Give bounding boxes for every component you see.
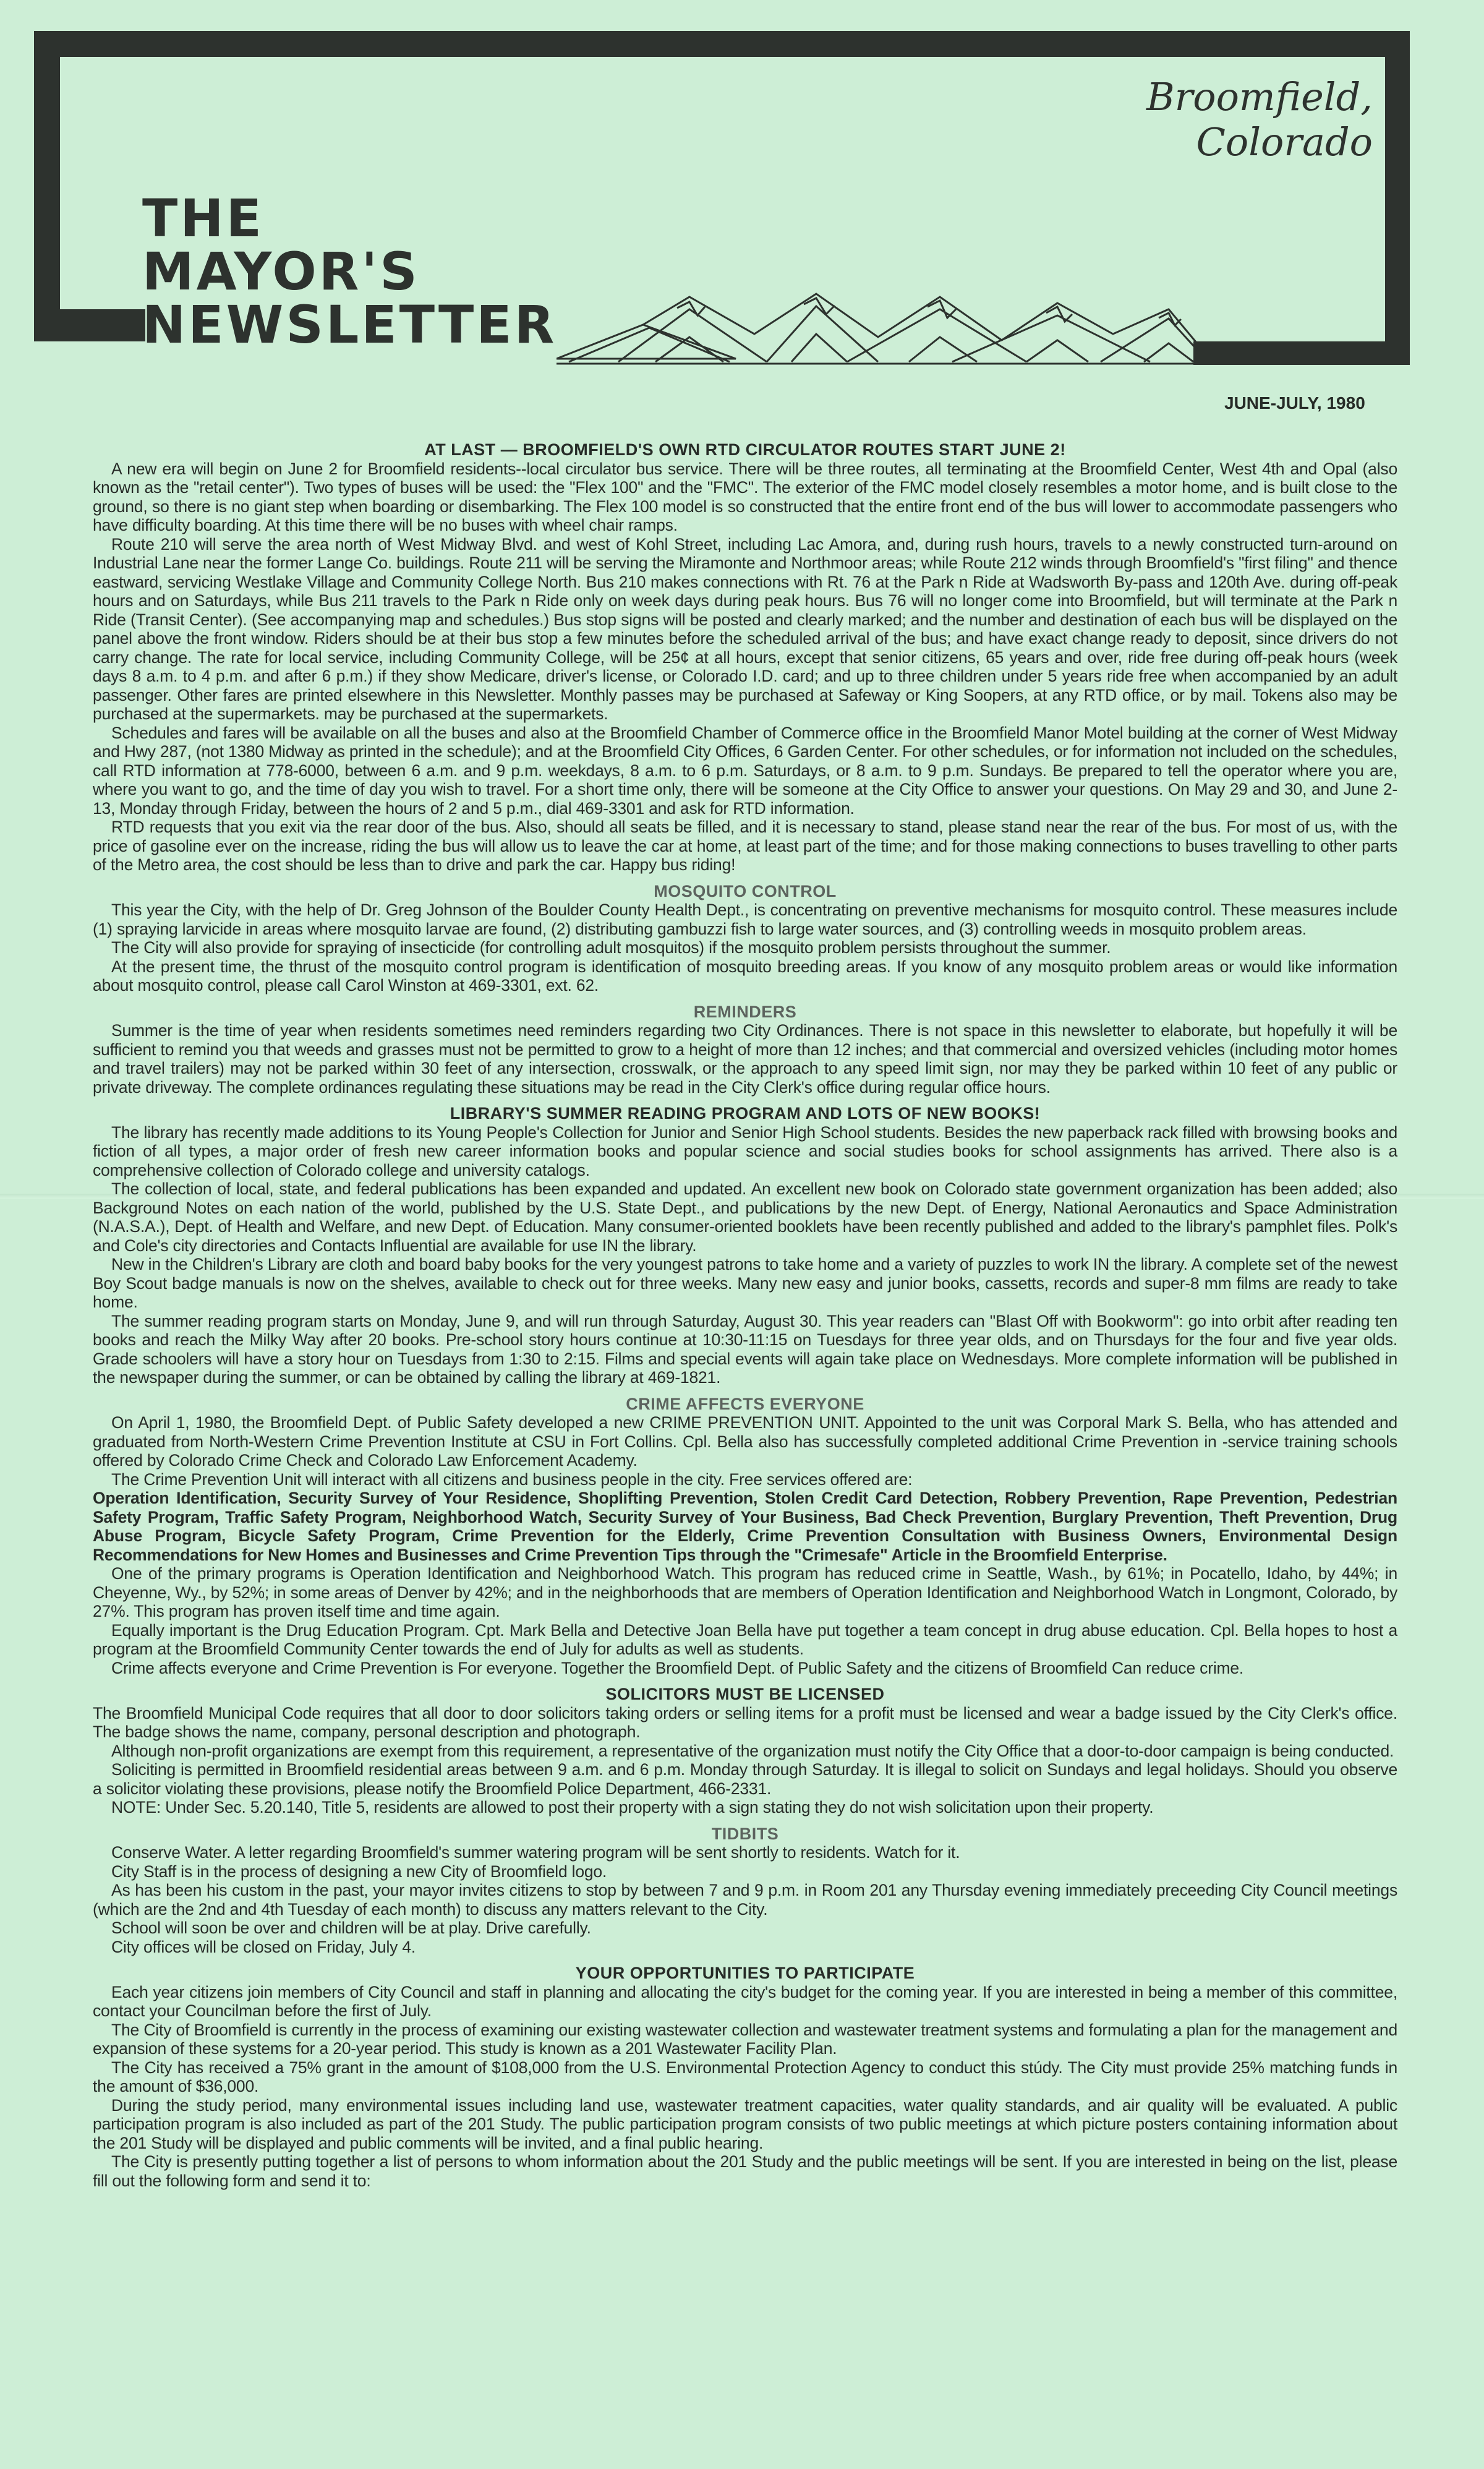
reminders-paragraph-1: Summer is the time of year when residents sometimes need reminders regarding two City Ordinances. There is not space in this newsletter to elaborate, but hopefully it will be sufficient to remind you that weeds and grasses must not be permitted to grow to a height of more than 12 inches; and that commercial and oversized vehicles (including motor homes and travel trailers) may not be parked within 30 feet of any intersection, crosswalk, or the approach to any speed limit sign, nor may they be parked within 10 feet of any public or private driveway. The complete ordinances regulating these situations may be read in the City Clerk's office during regular office hours. bbox=[93, 1021, 1397, 1097]
mountain-range-icon bbox=[556, 291, 1200, 371]
tidbits-heading: TIDBITS bbox=[711, 1824, 779, 1843]
library-paragraph-3: New in the Children's Library are cloth and board baby books for the very youngest patrons to take home and a variety of puzzles to work IN the library. A complete set of the newest Boy Scout badge manuals is now on the shelves, available to check out for three weeks. Many new easy and junior books, cassetts, records and super-8 mm films are ready to take home. bbox=[93, 1255, 1397, 1311]
newsletter-body bbox=[93, 433, 1397, 2190]
mosquito-heading: MOSQUITO CONTROL bbox=[654, 881, 837, 901]
crime-paragraph-6: Crime affects everyone and Crime Prevention is For everyone. Together the Broomfield Dept. of Public Safety and the citizens of Broomfield Can reduce crime. bbox=[111, 1658, 1244, 1677]
library-heading: LIBRARY'S SUMMER READING PROGRAM AND LOTS OF NEW BOOKS! bbox=[450, 1104, 1041, 1123]
crime-paragraph-1: On April 1, 1980, the Broomfield Dept. of Public Safety developed a new CRIME PREVENTION UNIT. Appointed to the unit was Corporal Mark S. Bella, who has attended and graduated from North-Western Crime Prevention Institute at CSU in Fort Collins. Cpl. Bella also has successfully completed additional Crime Prevention in -service training schools offered by Colorado Crime Check and Colorado Law Enforcement Academy. bbox=[93, 1413, 1397, 1470]
masthead-frame-left bbox=[34, 31, 60, 328]
title-line-3: NEWSLETTER bbox=[142, 294, 557, 355]
title-line-1: THE bbox=[142, 188, 264, 249]
rtd-paragraph-4: RTD requests that you exit via the rear door of the bus. Also, should all seats be filled, and it is necessary to stand, please stand near the rear of the bus. For most of us, with the price of gasoline ever on the increase, riding the bus will allow us to leave the car at home, at least part of the time; and for those making connections to buses travelling to other parts of the Metro area, the cost should be less than to drive and park the car. Happy bus riding! bbox=[93, 818, 1397, 874]
solicitors-paragraph-4: NOTE: Under Sec. 5.20.140, Title 5, residents are allowed to post their property with a sign stating they do not wish solicitation upon their property. bbox=[111, 1798, 1154, 1816]
mosquito-paragraph-1: This year the City, with the help of Dr. Greg Johnson of the Boulder County Health Dept., is concentrating on preventive mechanisms for mosquito control. These measures include (1) spraying larvicide in areas where mosquito larvae are found, (2) distributing gambuzzi fish to large water sources, and (3) controlling weeds in mosquito problem areas. bbox=[93, 901, 1397, 938]
rtd-paragraph-2: Route 210 will serve the area north of West Midway Blvd. and west of Kohl Street, including Lac Amora, and, during rush hours, travels to a newly constructed turn-around on Industrial Lane near the former Lange Co. buildings. Route 211 will be serving the Miramonte and Northmoor areas; while Route 212 winds through Broomfield's "first filing" and thence eastward, servicing Westlake Village and Community College North. Bus 210 makes connections with Rt. 76 at the Park n Ride at Wadsworth By-pass and 120th Ave. during off-peak hours and on Saturdays, while Bus 211 travels to the Park n Ride only on week days during peak hours. Bus 76 will no longer come into Broomfield, but will terminate at the Park n Ride (Transit Center). (See accompanying map and schedules.) Bus stop signs will be posted and clearly marked; and the number and destination of each bus will be displayed on the panel above the front window. Riders should be at their bus stop a few minutes before the scheduled arrival of the bus; and have exact change ready to deposit, since drivers do not carry change. The rate for local service, including Community College, will be 25¢ at all hours, except that senior citizens, 65 years and over, ride free during off-peak hours (week days 8 a.m. to 4 p.m. and after 6 p.m.) if they show Medicare, driver's license, or Colorado I.D. card; and up to three children under 5 years ride free when accompanied by an adult passenger. Other fares are printed elsewhere in this Newsletter. Monthly passes may be purchased at Safeway or King Soopers, at any RTD office, or by mail. Tokens also may be purchased at the supermarkets. may be purchased at the supermarkets. bbox=[93, 534, 1397, 723]
newsletter-title bbox=[142, 188, 557, 355]
solicitors-paragraph-3: Soliciting is permitted in Broomfield residential areas between 9 a.m. and 6 p.m. Monday through Saturday. It is illegal to solicit on Sundays and legal holidays. Should you observe a solicitor violating these provisions, please notify the Broomfield Police Department, 466-2331. bbox=[93, 1760, 1397, 1798]
participate-paragraph-4: During the study period, many environmental issues including land use, wastewater treatment capacities, water quality standards, and air quality will be evaluated. A public participation program is also included as part of the 201 Study. The public participation program consists of two public meetings at which picture posters containing information about the 201 Study will be displayed and public comments will be invited, and a final public hearing. bbox=[93, 2095, 1397, 2152]
rtd-paragraph-1: A new era will begin on June 2 for Broomfield residents--local circulator bus service. There will be three routes, all terminating at the Broomfield Center, West 4th and Opal (also known as the "retail center"). Two types of buses will be used: the "Flex 100" and the "FMC". The exterior of the FMC model closely resembles a motor home, and is built close to the ground, so there is no giant step when boarding or disembarking. The Flex 100 model is so constructed that the entire front end of the bus will lower to accommodate passengers who have difficulty boarding. At this time there will be no buses with wheel chair ramps. bbox=[93, 459, 1397, 534]
issue-date: JUNE-JULY, 1980 bbox=[1224, 393, 1365, 413]
tidbits-paragraph-3: As has been his custom in the past, your mayor invites citizens to stop by between 7 and 9 p.m. in Room 201 any Thursday evening immediately preceeding City Council meetings (which are the 2nd and 4th Tuesday of each month) to discuss any matters relevant to the City. bbox=[93, 1881, 1397, 1919]
crime-paragraph-5: Equally important is the Drug Education Program. Cpt. Mark Bella and Detective Joan Bella have put together a team concept in drug abuse education. Cpl. Bella hopes to host a program at the Broomfield Community Center towards the end of July for adults as well as students. bbox=[93, 1620, 1397, 1658]
participate-paragraph-5: The City is presently putting together a list of persons to whom information about the 201 Study and the public meetings will be sent. If you are interested in being on the list, please fill out the following form and send it to: bbox=[93, 2152, 1397, 2190]
crime-paragraph-2: The Crime Prevention Unit will interact with all citizens and business people in the city. Free services offered are: bbox=[111, 1470, 913, 1489]
library-paragraph-4: The summer reading program starts on Monday, June 9, and will run through Saturday, August 30. This year readers can "Blast Off with Bookworm": go into orbit after reading ten books and reach the Milky Way after 20 books. Pre-school story hours continue at 10:30-11:15 on Tuesdays for three year olds, and on Thursdays for the four and five year olds. Grade schoolers will have a story hour on Tuesdays from 1:30 to 2:15. Films and special events will again take place on Wednesdays. More complete information will be published in the newspaper during the summer, or can be obtained by calling the library at 469-1821. bbox=[93, 1311, 1397, 1387]
participate-heading: YOUR OPPORTUNITIES TO PARTICIPATE bbox=[575, 1964, 915, 1982]
tidbits-paragraph-5: City offices will be closed on Friday, July 4. bbox=[111, 1937, 416, 1956]
tidbits-paragraph-1: Conserve Water. A letter regarding Broomfield's summer watering program will be sent shortly to residents. Watch for it. bbox=[111, 1843, 960, 1862]
reminders-heading: REMINDERS bbox=[693, 1002, 797, 1021]
crime-paragraph-4: One of the primary programs is Operation Identification and Neighborhood Watch. This program has reduced crime in Seattle, Wash., by 61%; in Pocatello, Idaho, by 44%; in Cheyenne, Wy., by 52%; in some areas of Denver by 42%; and in the neighborhoods that are members of Operation Identification and Neighborhood Watch in Longmont, Colorado, by 27%. This program has proven itself time and time again. bbox=[93, 1564, 1397, 1620]
participate-paragraph-3: The City has received a 75% grant in the amount of $108,000 from the U.S. Environmental Protection Agency to conduct this stúdy. The City must provide 25% matching funds in the amount of $36,000. bbox=[93, 2058, 1397, 2095]
solicitors-paragraph-1: The Broomfield Municipal Code requires that all door to door solicitors taking orders or selling items for a profit must be licensed and wear a badge issued by the City Clerk's office. The badge shows the name, company, personal description and photograph. bbox=[93, 1703, 1397, 1741]
title-line-2: MAYOR'S bbox=[142, 241, 420, 302]
crime-services-list: Operation Identification, Security Survey of Your Residence, Shoplifting Prevention, Stolen Credit Card Detection, Robbery Prevention, Rape Prevention, Pedestrian Safety Program, Traffic Safety Program, Neighborhood Watch, Security Survey of Your Business, Bad Check Prevention, Burglary Prevention, Theft Prevention, Drug Abuse Program, Bicycle Safety Program, Crime Prevention for the Elderly, Crime Prevention Consultation with Business Owners, Environmental Design Recommendations for New Homes and Businesses and Crime Prevention Tips through the "Crimesafe" Article in the Broomfield Enterprise. bbox=[93, 1489, 1397, 1564]
library-paragraph-2: The collection of local, state, and federal publications has been expanded and updated. An excellent new book on Colorado state government organization has been added; also Background Notes on each nation of the world, published by the U.S. State Dept., and publications by the new Dept. of Energy, National Aeronautics and Space Administration (N.A.S.A.), Dept. of Health and Welfare, and new Dept. of Education. Many consumer-oriented booklets have been recently published and added to the library's pamphlet files. Polk's and Cole's city directories and Contacts Influential are available for use IN the library. bbox=[93, 1179, 1397, 1255]
mosquito-paragraph-3: At the present time, the thrust of the mosquito control program is identification of mosquito breeding areas. If you know of any mosquito problem areas or would like information about mosquito control, please call Carol Winston at 469-3301, ext. 62. bbox=[93, 957, 1397, 995]
participate-paragraph-1: Each year citizens join members of City Council and staff in planning and allocating the city's budget for the coming year. If you are interested in being a member of this committee, contact your Councilman before the first of July. bbox=[93, 1982, 1397, 2020]
city-name: Broomfield, Colorado bbox=[1146, 74, 1373, 165]
tidbits-paragraph-2: City Staff is in the process of designing a new City of Broomfield logo. bbox=[111, 1862, 607, 1881]
masthead-frame-bottom bbox=[1193, 341, 1410, 365]
rtd-paragraph-3: Schedules and fares will be available on all the buses and also at the Broomfield Chamber of Commerce office in the Broomfield Manor Motel building at the corner of West Midway and Hwy 287, (not 1380 Midway as printed in the schedule); and at the Broomfield City Offices, 6 Garden Center. For other schedules, or for information not included on the schedules, call RTD information at 778-6000, between 6 a.m. and 9 p.m. weekdays, 8 a.m. to 6 p.m. Saturdays, or 8 a.m. to 9 p.m. Sundays. Be prepared to tell the operator where you are, where you want to go, and the time of day you wish to travel. For a short time only, there will be someone at the City Office to answer your questions. On May 29 and 30, and June 2-13, Monday through Friday, between the hours of 2 and 5 p.m., dial 469-3301 and ask for RTD information. bbox=[93, 723, 1397, 818]
tidbits-paragraph-4: School will soon be over and children will be at play. Drive carefully. bbox=[111, 1919, 591, 1937]
masthead-frame-right bbox=[1385, 31, 1410, 365]
rtd-heading: AT LAST — BROOMFIELD'S OWN RTD CIRCULATOR ROUTES START JUNE 2! bbox=[424, 440, 1066, 459]
masthead-frame-top bbox=[34, 31, 1410, 57]
solicitors-paragraph-2: Although non-profit organizations are exempt from this requirement, a representative of the organization must notify the City Office that a door-to-door campaign is being conducted. bbox=[111, 1741, 1394, 1760]
solicitors-heading: SOLICITORS MUST BE LICENSED bbox=[605, 1685, 885, 1703]
participate-paragraph-2: The City of Broomfield is currently in the process of examining our existing wastewater collection and wastewater treatment systems and formulating a plan for the management and expansion of these systems for a 20-year period. This study is known as a 201 Wastewater Facility Plan. bbox=[93, 2020, 1397, 2058]
library-paragraph-1: The library has recently made additions to its Young People's Collection for Junior and Senior High School students. Besides the new paperback rack filled with browsing books and fiction of all types, a major order of fresh new career information books and popular science and social studies books for school assignments has arrived. There also is a comprehensive collection of Colorado college and university catalogs. bbox=[93, 1123, 1397, 1179]
masthead-frame-corner bbox=[34, 309, 145, 341]
mosquito-paragraph-2: The City will also provide for spraying of insecticide (for controlling adult mosquitos) if the mosquito problem persists throughout the summer. bbox=[111, 938, 1111, 957]
crime-heading: CRIME AFFECTS EVERYONE bbox=[626, 1394, 864, 1413]
